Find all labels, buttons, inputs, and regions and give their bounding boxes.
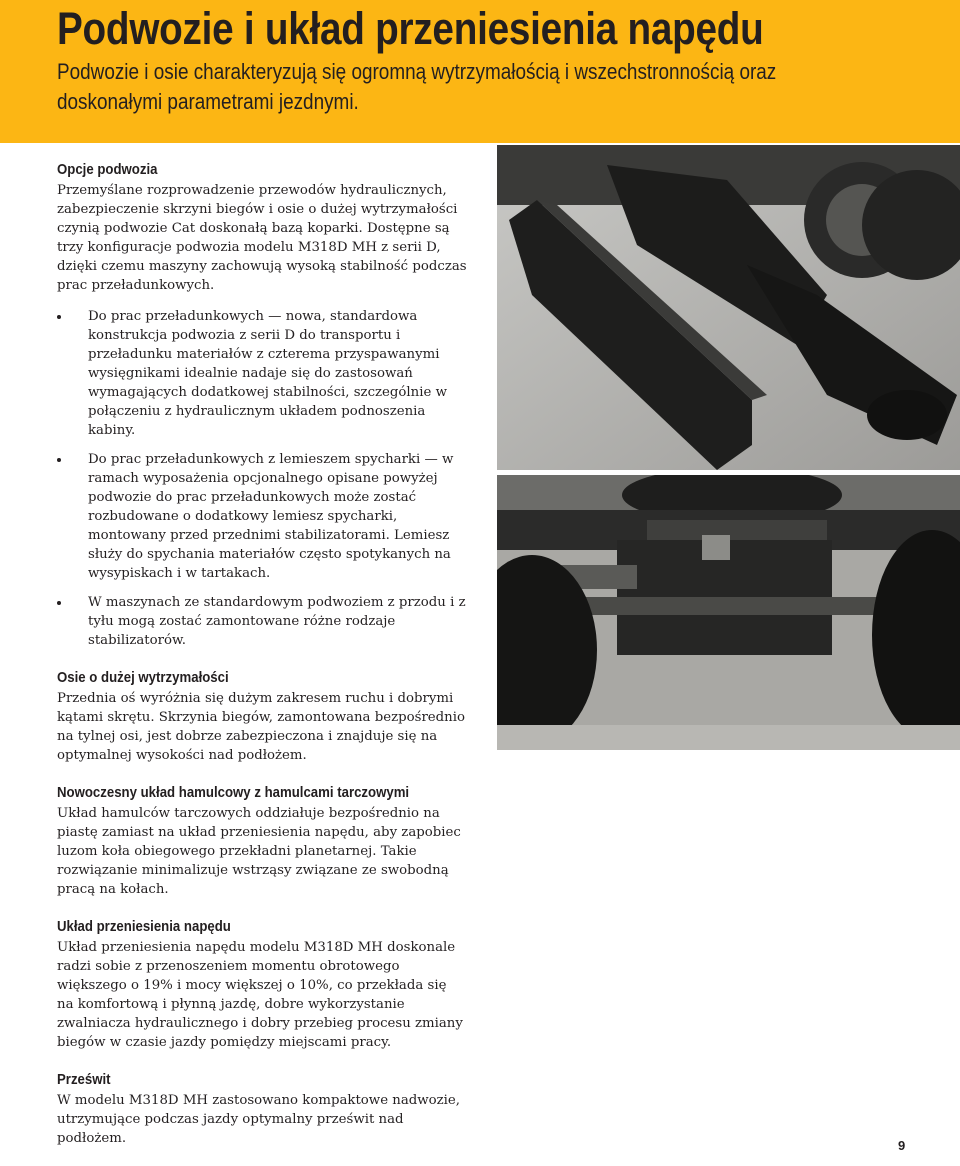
page-subtitle: Podwozie i osie charakteryzują się ogromną wytrzymałością i wszechstronnością oraz doskonałymi parametrami jezdnymi.: [57, 59, 777, 114]
section-paragraph: Układ przeniesienia napędu modelu M318D MH doskonale radzi sobie z przenoszeniem momentu obrotowego większego o 19% i mocy większej o 10%, co przekłada się na komfortową i płynną jazdę, dobre wykorzystanie zwalniacza hydraulicznego i dobry przebieg procesu zmiany biegów w czasie jazdy pomiędzy miejscami pracy.: [57, 940, 463, 1050]
section-heading: Opcje podwozia: [57, 161, 158, 178]
bullet-list: [57, 307, 467, 650]
section-ground-clearance: [57, 1070, 467, 1148]
section-heading: Nowoczesny układ hamulcowy z hamulcami tarczowymi: [57, 784, 410, 801]
list-item: [57, 307, 467, 440]
list-item: [57, 593, 467, 650]
section-heading: Prześwit: [57, 1071, 111, 1088]
bullet-icon: [57, 601, 61, 605]
text-column: [57, 160, 467, 1166]
bullet-icon: [57, 315, 61, 319]
section-paragraph: Przednia oś wyróżnia się dużym zakresem ruchu i dobrymi kątami skrętu. Skrzynia biegów, zamontowana bezpośrednio na tylnej osi, jest dobrze zabezpieczona i znajduje się na optymalnej wysokości nad podłożem.: [57, 691, 466, 763]
list-item-text: W maszynach ze standardowym podwoziem z przodu i z tyłu mogą zostać zamontowane różne rodzaje stabilizatorów.: [88, 595, 466, 648]
list-item-text: Do prac przeładunkowych z lemieszem spycharki — w ramach wyposażenia opcjonalnego opisane powyżej podwozie do prac przeładunkowych może zostać rozbudowane o dodatkowy lemiesz spycharki, montowany przed przednimi stabilizatorami. Lemiesz służy do spychania materiałów często spotykanych na wysypiskach i w tartakach.: [88, 452, 454, 581]
section-heading: Osie o dużej wytrzymałości: [57, 669, 229, 686]
undercarriage-photo: [497, 475, 960, 750]
section-chassis-options: [57, 160, 467, 650]
section-paragraph: W modelu M318D MH zastosowano kompaktowe nadwozie, utrzymujące podczas jazdy optymalny prześwit nad podłożem.: [57, 1093, 461, 1146]
list-item-text: Do prac przeładunkowych — nowa, standardowa konstrukcja podwozia z serii D do transportu i przeładunku materiałów z czterema przyspawanymi wysięgnikami idealnie nadaje się do zastosowań wymagających dodatkowej stabilności, szczególnie w połączeniu z hydraulicznym układem podnoszenia kabiny.: [88, 309, 447, 438]
section-paragraph: Przemyślane rozprowadzenie przewodów hydraulicznych, zabezpieczenie skrzyni biegów i osie o dużej wytrzymałości czynią podwozie Cat doskonałą bazą koparki. Dostępne są trzy konfiguracje podwozia modelu M318D MH z serii D, dzięki czemu maszyny zachowują wysoką stabilność podczas prac przeładunkowych.: [57, 183, 467, 293]
page-header: [0, 0, 960, 143]
page-title: Podwozie i układ przeniesienia napędu: [57, 3, 764, 54]
section-paragraph: Układ hamulców tarczowych oddziałuje bezpośrednio na piastę zamiast na układ przeniesienia napędu, aby zapobiec luzom koła obiegowego przekładni planetarnej. Takie rozwiązanie minimalizuje wstrząsy związane ze swobodną pracą na kołach.: [57, 806, 461, 897]
dozer-blade-photo: [497, 145, 960, 470]
page-number: 9: [898, 1138, 906, 1153]
section-brakes: [57, 783, 467, 899]
list-item: [57, 450, 467, 583]
section-heading: Układ przeniesienia napędu: [57, 918, 231, 935]
section-drivetrain: [57, 917, 467, 1052]
bullet-icon: [57, 458, 61, 462]
section-axles: [57, 668, 467, 765]
